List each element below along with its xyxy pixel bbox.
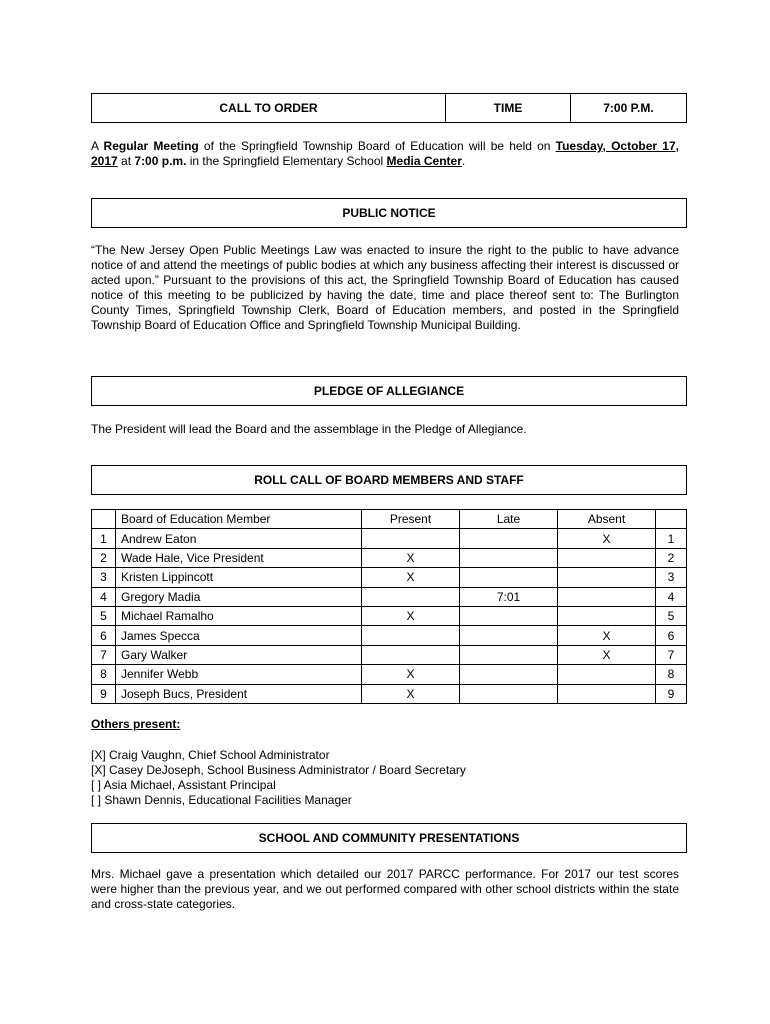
member-name: Andrew Eaton [116,529,362,548]
roll-call-heading: ROLL CALL OF BOARD MEMBERS AND STAFF [91,465,687,495]
regular-meeting: Regular Meeting [103,139,199,153]
call-to-order-table [91,93,687,123]
member-name: James Specca [116,626,362,645]
roll-call-header-row [92,510,687,529]
table-row: 3 Kristen Lippincott X 3 [92,568,687,587]
table-row: 8 Jennifer Webb X 8 [92,665,687,684]
list-item: [ ] Shawn Dennis, Educational Facilities Manager [91,793,352,807]
roll-call-table [91,509,687,704]
table-row: 2 Wade Hale, Vice President X 2 [92,548,687,567]
member-name: Joseph Bucs, President [116,684,362,703]
late-column-header: Late [460,510,558,529]
call-to-order-label: CALL TO ORDER [92,94,446,123]
others-present-list [91,748,466,808]
pledge-text: The President will lead the Board and the assemblage in the Pledge of Allegiance. [91,422,527,436]
presentations-heading: SCHOOL AND COMMUNITY PRESENTATIONS [91,823,687,853]
others-present-heading: Others present: [91,717,181,731]
pledge-heading: PLEDGE OF ALLEGIANCE [91,376,687,406]
table-row: 6 James Specca X 6 [92,626,687,645]
table-row: 1 Andrew Eaton X 1 [92,529,687,548]
presentations-text: Mrs. Michael gave a presentation which detailed our 2017 PARCC performance. For 2017 our test scores were higher than the previous year, and we out performed compared with other school districts within the state and cross-state categories. [91,867,679,911]
member-name: Jennifer Webb [116,665,362,684]
public-notice-text: “The New Jersey Open Public Meetings Law was enacted to insure the right to the public to have advance notice of and attend the meetings of public bodies at which any business affecting their interest is discussed or acted upon.” Pursuant to the provisions of this act, the Springfield Township Board of Education has caused notice of this meeting to be publicized by having the date, time and place thereof sent to: The Burlington County Times, Springfield Township Clerk, Board of Education members, and posted in the Springfield Township Board of Education Office and Springfield Township Municipal Building. [91,243,679,332]
member-name: Gregory Madia [116,587,362,606]
member-name: Wade Hale, Vice President [116,548,362,567]
meeting-location: Media Center [386,154,462,168]
member-column-header: Board of Education Member [116,510,362,529]
table-row: 7 Gary Walker X 7 [92,645,687,664]
list-item: [X] Craig Vaughn, Chief School Administrator [91,748,330,762]
absent-column-header: Absent [558,510,656,529]
intro-paragraph: A Regular Meeting of the Springfield Township Board of Education will be held on Tuesday, October 17, 2017 at 7:00 p.m. in the Springfield Elementary School Media Center. [91,139,679,168]
time-label: TIME [446,94,571,123]
member-name: Michael Ramalho [116,606,362,625]
meeting-time: 7:00 p.m. [134,154,187,168]
time-value: 7:00 P.M. [571,94,687,123]
meeting-date: Tuesday, October 17, 2017 [91,139,679,168]
public-notice-heading: PUBLIC NOTICE [91,198,687,228]
member-name: Kristen Lippincott [116,568,362,587]
member-name: Gary Walker [116,645,362,664]
present-column-header: Present [362,510,460,529]
list-item: [ ] Asia Michael, Assistant Principal [91,778,276,792]
table-row: 4 Gregory Madia 7:01 4 [92,587,687,606]
table-row: 9 Joseph Bucs, President X 9 [92,684,687,703]
list-item: [X] Casey DeJoseph, School Business Administrator / Board Secretary [91,763,466,777]
table-row: 5 Michael Ramalho X 5 [92,606,687,625]
